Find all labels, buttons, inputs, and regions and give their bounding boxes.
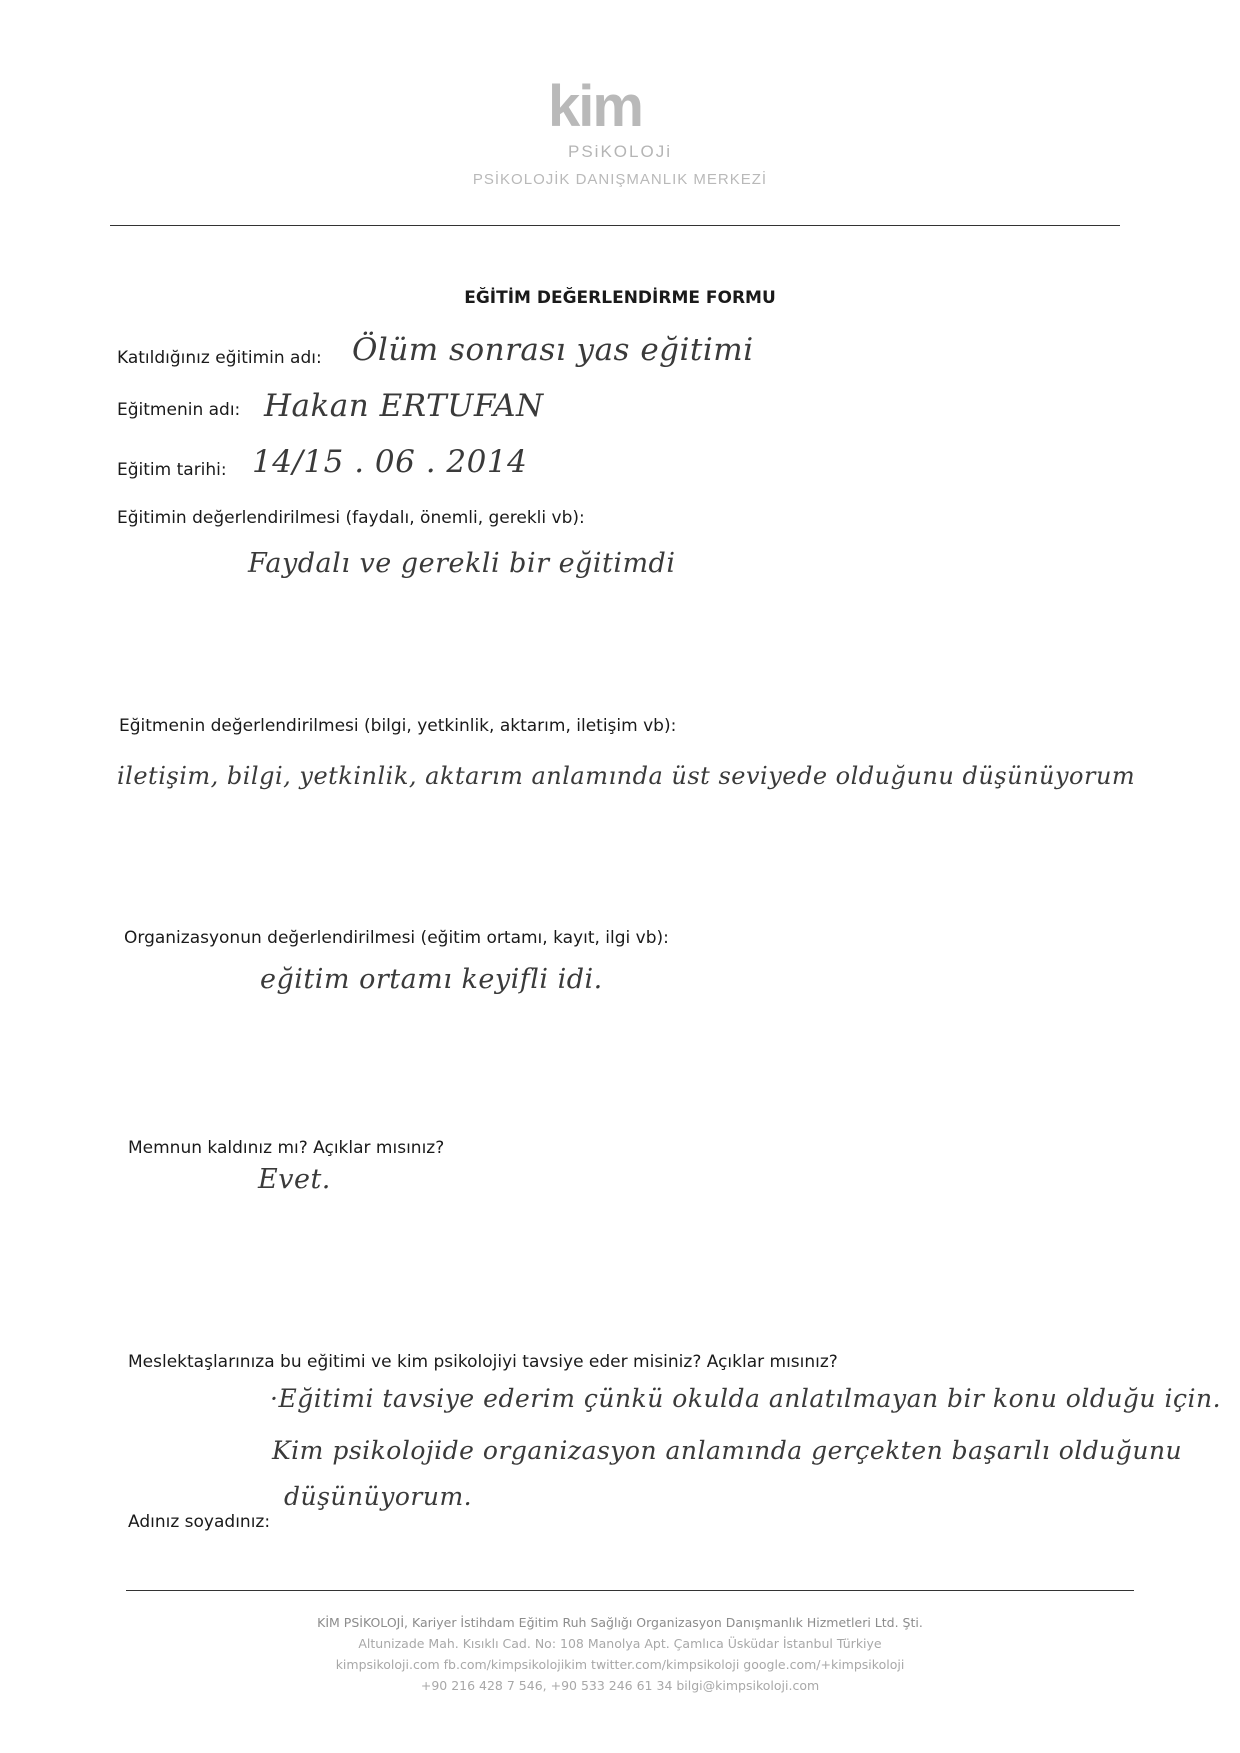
- recommend-value-line-1: ·Eğitimi tavsiye ederim çünkü okulda anlatılmayan bir konu olduğu için.: [270, 1384, 1222, 1413]
- recommend-value-line-3: düşünüyorum.: [284, 1482, 473, 1511]
- recommend-value-line-2: Kim psikolojide organizasyon anlamında gerçekten başarılı olduğunu: [272, 1436, 1183, 1465]
- org-eval-label: Organizasyonun değerlendirilmesi (eğitim ortamı, kayıt, ilgi vb):: [124, 928, 669, 948]
- satisfied-label: Memnun kaldınız mı? Açıklar mısınız?: [128, 1138, 445, 1158]
- form-title: EĞİTİM DEĞERLENDİRME FORMU: [464, 288, 776, 308]
- date-label: Eğitim tarihi:: [117, 460, 227, 480]
- footer-company: KİM PSİKOLOJİ, Kariyer İstihdam Eğitim Ruh Sağlığı Organizasyon Danışmanlık Hizmetleri Ltd. Şti.: [317, 1615, 923, 1630]
- logo-subtitle: PSiKOLOJi: [568, 142, 672, 161]
- org-eval-value: eğitim ortamı keyifli idi.: [260, 964, 603, 995]
- recommend-label: Meslektaşlarınıza bu eğitimi ve kim psikolojiyi tavsiye eder misiniz? Açıklar mısınız?: [128, 1352, 838, 1372]
- trainer-eval-label: Eğitmenin değerlendirilmesi (bilgi, yetkinlik, aktarım, iletişim vb):: [119, 716, 677, 736]
- date-value: 14/15 . 06 . 2014: [252, 444, 528, 480]
- training-eval-value: Faydalı ve gerekli bir eğitimdi: [248, 548, 676, 579]
- footer: [180, 1612, 1060, 1696]
- name-label: Adınız soyadınız:: [128, 1512, 271, 1532]
- centre-name: PSİKOLOJİK DANIŞMANLIK MERKEZİ: [472, 171, 768, 188]
- footer-contact: +90 216 428 7 546, +90 533 246 61 34 bilgi@kimpsikoloji.com: [420, 1678, 820, 1693]
- footer-divider: [126, 1590, 1134, 1591]
- training-name-value: Ölüm sonrası yas eğitimi: [352, 332, 754, 368]
- footer-web-links: kimpsikoloji.com fb.com/kimpsikolojikim twitter.com/kimpsikoloji google.com/+kimpsikoloji: [335, 1657, 905, 1672]
- logo-mark: kim: [548, 74, 642, 139]
- trainer-value: Hakan ERTUFAN: [264, 388, 544, 424]
- header-divider: [110, 225, 1120, 226]
- trainer-label: Eğitmenin adı:: [117, 400, 241, 420]
- training-name-label: Katıldığınız eğitimin adı:: [117, 348, 322, 368]
- training-eval-label: Eğitimin değerlendirilmesi (faydalı, önemli, gerekli vb):: [117, 508, 585, 528]
- footer-address: Altunizade Mah. Kısıklı Cad. No: 108 Manolya Apt. Çamlıca Üsküdar İstanbul Türkiye: [358, 1636, 882, 1651]
- satisfied-value: Evet.: [258, 1164, 331, 1195]
- trainer-eval-value: iletişim, bilgi, yetkinlik, aktarım anlamında üst seviyede olduğunu düşünüyorum: [117, 762, 1136, 790]
